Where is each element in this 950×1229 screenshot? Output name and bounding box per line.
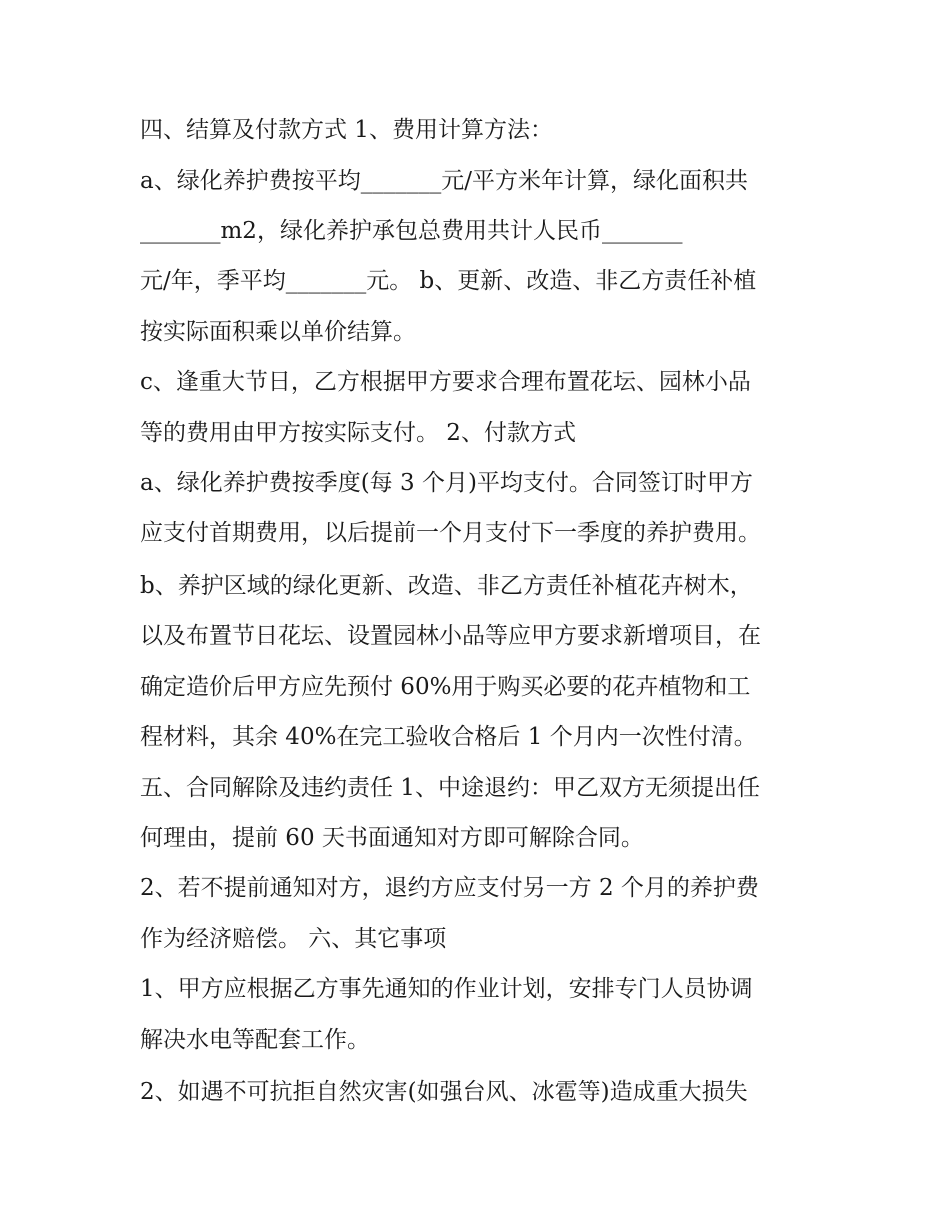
- text-line: 1、甲方应根据乙方事先通知的作业计划，安排专门人员协调: [140, 976, 753, 1002]
- text-line: 解决水电等配套工作。: [140, 1027, 370, 1053]
- text-line: 以及布置节日花坛、设置园林小品等应甲方要求新增项目，在: [140, 623, 761, 649]
- text-line: 应支付首期费用，以后提前一个月支付下一季度的养护费用。: [140, 520, 761, 546]
- text-line: _______m2，绿化养护承包总费用共计人民币_______: [140, 218, 683, 244]
- text-line: a、绿化养护费按平均_______元/平方米年计算，绿化面积共: [140, 168, 748, 194]
- text-line: 作为经济赔偿。 六、其它事项: [140, 926, 447, 952]
- text-line: 按实际面积乘以单价结算。: [140, 319, 416, 345]
- text-line: 元/年，季平均_______元。 b、更新、改造、非乙方责任补植: [140, 268, 757, 294]
- text-line: c、逢重大节日，乙方根据甲方要求合理布置花坛、园林小品: [140, 369, 751, 395]
- text-line: b、养护区域的绿化更新、改造、非乙方责任补植花卉树木，: [140, 573, 753, 599]
- text-line: 2、若不提前通知对方，退约方应支付另一方 2 个月的养护费: [140, 875, 759, 901]
- text-line: 2、如遇不可抗拒自然灾害(如强台风、冰雹等)造成重大损失: [140, 1079, 748, 1105]
- text-line: 何理由，提前 60 天书面通知对方即可解除合同。: [140, 825, 644, 851]
- text-line: a、绿化养护费按季度(每 3 个月)平均支付。合同签订时甲方: [140, 470, 753, 496]
- text-line: 五、合同解除及违约责任 1、中途退约：甲乙双方无须提出任: [140, 775, 760, 801]
- text-line: 确定造价后甲方应先预付 60%用于购买必要的花卉植物和工: [140, 674, 751, 700]
- text-line: 等的费用由甲方按实际支付。 2、付款方式: [140, 420, 576, 446]
- text-line: 程材料，其余 40%在完工验收合格后 1 个月内一次性付清。: [140, 724, 757, 750]
- text-line: 四、结算及付款方式 1、费用计算方法：: [140, 117, 553, 143]
